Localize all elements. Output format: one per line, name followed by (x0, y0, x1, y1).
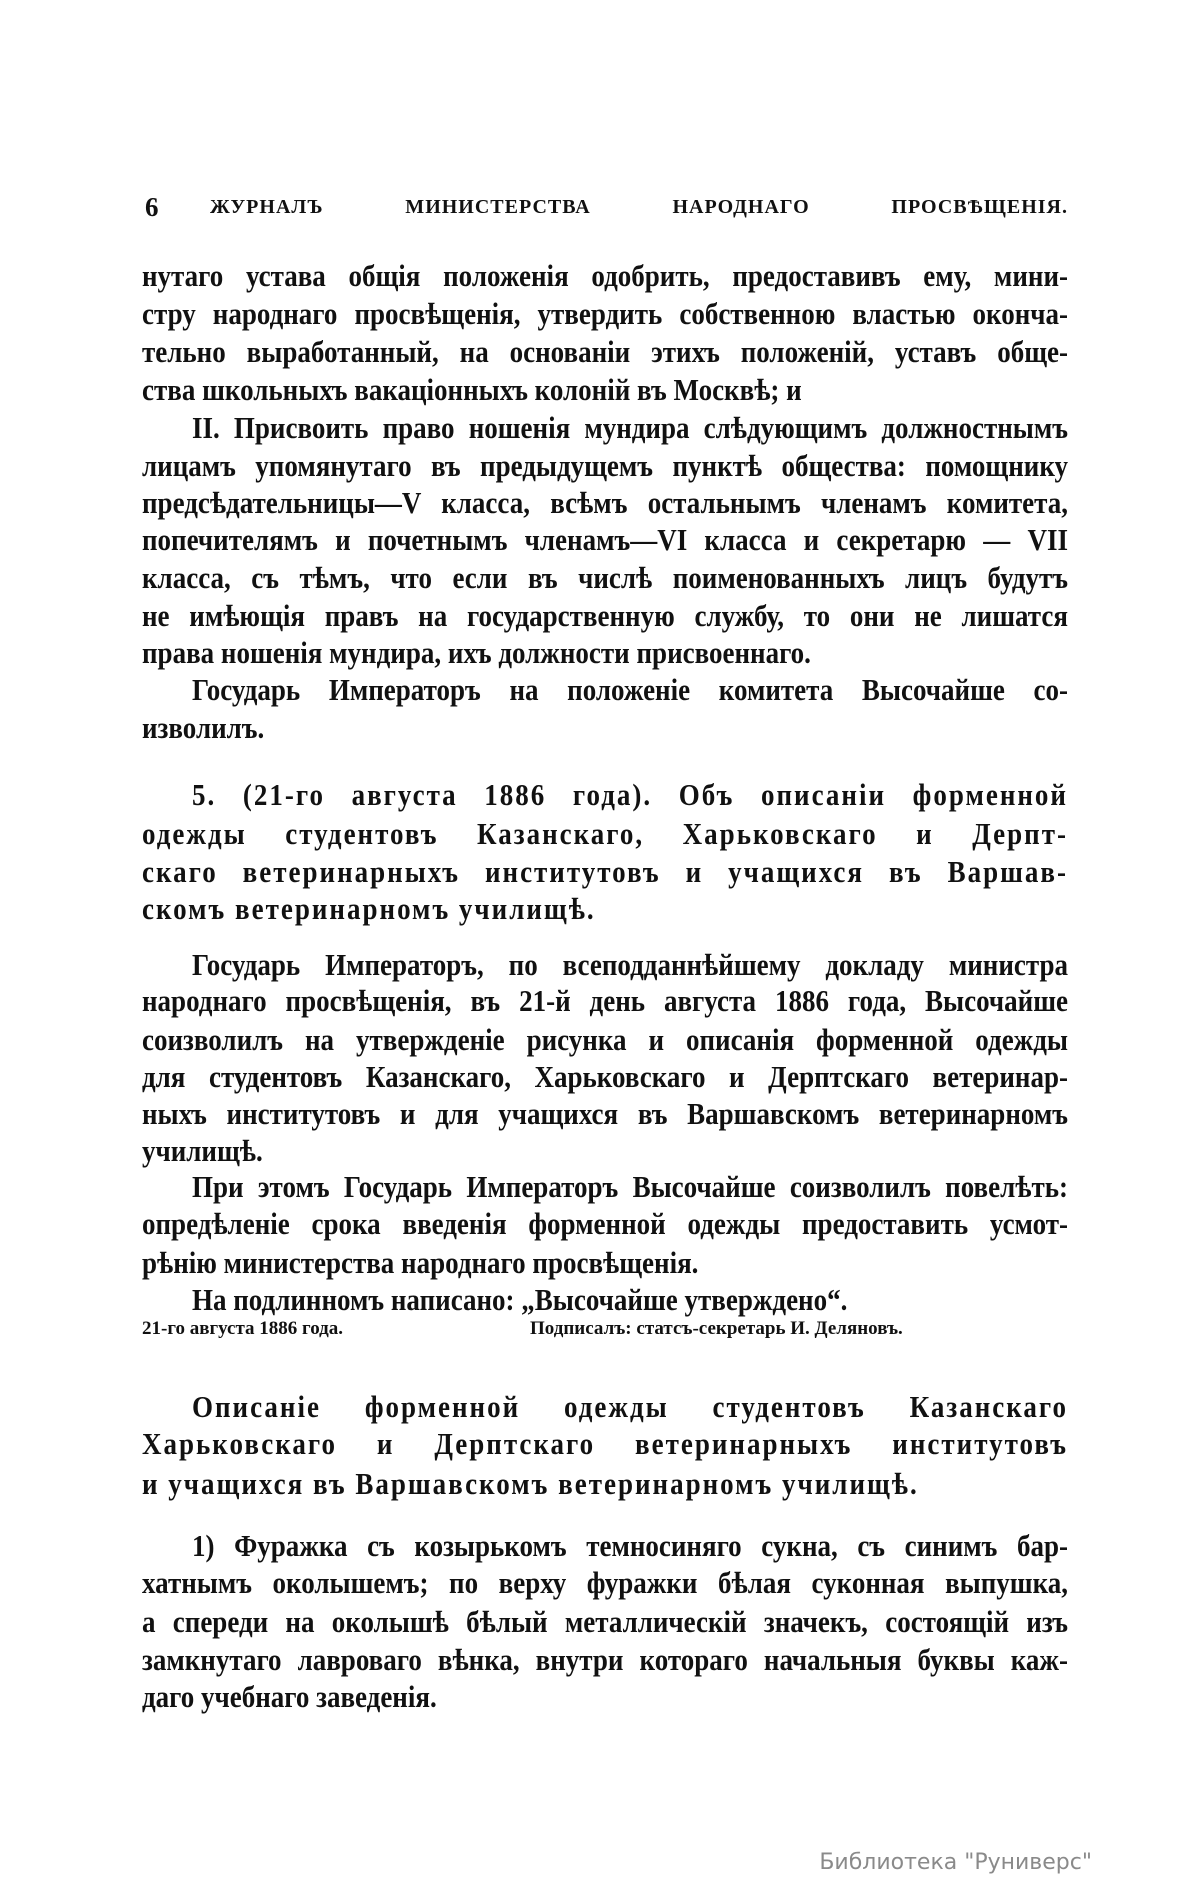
text-line: замкнутаго лавроваго вѣнка, внутри котораго начальныя буквы каж- (142, 1643, 1068, 1677)
text-line: для студентовъ Казанскаго, Харьковскаго и Дерптскаго ветеринар- (142, 1060, 1068, 1094)
text-line: нутаго устава общія положенія одобрить, предоставивъ ему, мини- (142, 259, 1068, 293)
text-line: изволилъ. (142, 711, 265, 745)
text-line: II. Присвоить право ношенія мундира слѣдующимъ должностнымъ (192, 411, 1068, 445)
signature-signed: Подписалъ: статсъ-секретарь И. Деляновъ. (530, 1318, 903, 1339)
text-line: не имѣющія правъ на государственную службу, то они не лишатся (142, 599, 1068, 633)
page-number: 6 (145, 192, 159, 222)
text-line: училищѣ. (142, 1134, 263, 1168)
text-line: ства школьныхъ вакаціонныхъ колоній въ Москвѣ; и (142, 373, 802, 407)
text-line: даго учебнаго заведенія. (142, 1680, 437, 1714)
signature-date: 21-го августа 1886 года. (142, 1318, 344, 1339)
text-line: попечителямъ и почетнымъ членамъ—VI класса и секретарю — VII (142, 523, 1068, 557)
text-line: При этомъ Государь Императоръ Высочайше соизволилъ повелѣть: (192, 1170, 1068, 1204)
text-line: а спереди на околышѣ бѣлый металлическій значекъ, состоящій изъ (142, 1605, 1068, 1639)
text-line: тельно выработанный, на основаніи этихъ положеній, уставъ обще- (142, 335, 1068, 369)
text-line: права ношенія мундира, ихъ должности присвоеннаго. (142, 636, 811, 670)
text-line: ныхъ институтовъ и для учащихся въ Варшавскомъ ветеринарномъ (142, 1097, 1068, 1131)
text-line: и учащихся въ Варшавскомъ ветеринарномъ училищѣ. (142, 1467, 919, 1501)
text-line: рѣнію министерства народнаго просвѣщенія. (142, 1246, 699, 1280)
text-line: опредѣленіе срока введенія форменной одежды предоставить усмот- (142, 1207, 1068, 1241)
library-watermark: Библиотека "Руниверс" (819, 1850, 1092, 1875)
text-line: класса, съ тѣмъ, что если въ числѣ поименованныхъ лицъ будутъ (142, 561, 1068, 595)
text-line: Описаніе форменной одежды студентовъ Казанскаго (192, 1390, 1068, 1424)
text-line: народнаго просвѣщенія, въ 21-й день августа 1886 года, Высочайше (142, 984, 1068, 1018)
text-line: Харьковскаго и Дерптскаго ветеринарныхъ институтовъ (142, 1427, 1068, 1461)
text-line: На подлинномъ написано: „Высочайше утверждено“. (192, 1283, 848, 1317)
running-title: ЖУРНАЛЪ МИНИСТЕРСТВА НАРОДНАГО ПРОСВѢЩЕНІЯ. (210, 196, 1068, 218)
text-line: Государь Императоръ, по всеподданнѣйшему докладу министра (192, 948, 1068, 982)
text-line: 1) Фуражка съ козырькомъ темносиняго сукна, съ синимъ бар- (192, 1529, 1068, 1563)
text-line: стру народнаго просвѣщенія, утвердить собственною властью оконча- (142, 297, 1068, 331)
text-line: одежды студентовъ Казанскаго, Харьковскаго и Дерпт- (142, 817, 1068, 851)
text-line: хатнымъ околышемъ; по верху фуражки бѣлая суконная выпушка, (142, 1566, 1068, 1600)
text-line: соизволилъ на утвержденіе рисунка и описанія форменной одежды (142, 1023, 1068, 1057)
text-line: предсѣдательницы—V класса, всѣмъ остальнымъ членамъ комитета, (142, 486, 1068, 520)
text-line: Государь Императоръ на положеніе комитета Высочайше со- (192, 673, 1068, 707)
text-line: лицамъ упомянутаго въ предыдущемъ пунктѣ общества: помощнику (142, 449, 1068, 483)
text-line: 5. (21-го августа 1886 года). Объ описаніи форменной (192, 778, 1068, 812)
text-line: скаго ветеринарныхъ институтовъ и учащихся въ Варшав- (142, 855, 1068, 889)
text-line: скомъ ветеринарномъ училищѣ. (142, 892, 596, 926)
